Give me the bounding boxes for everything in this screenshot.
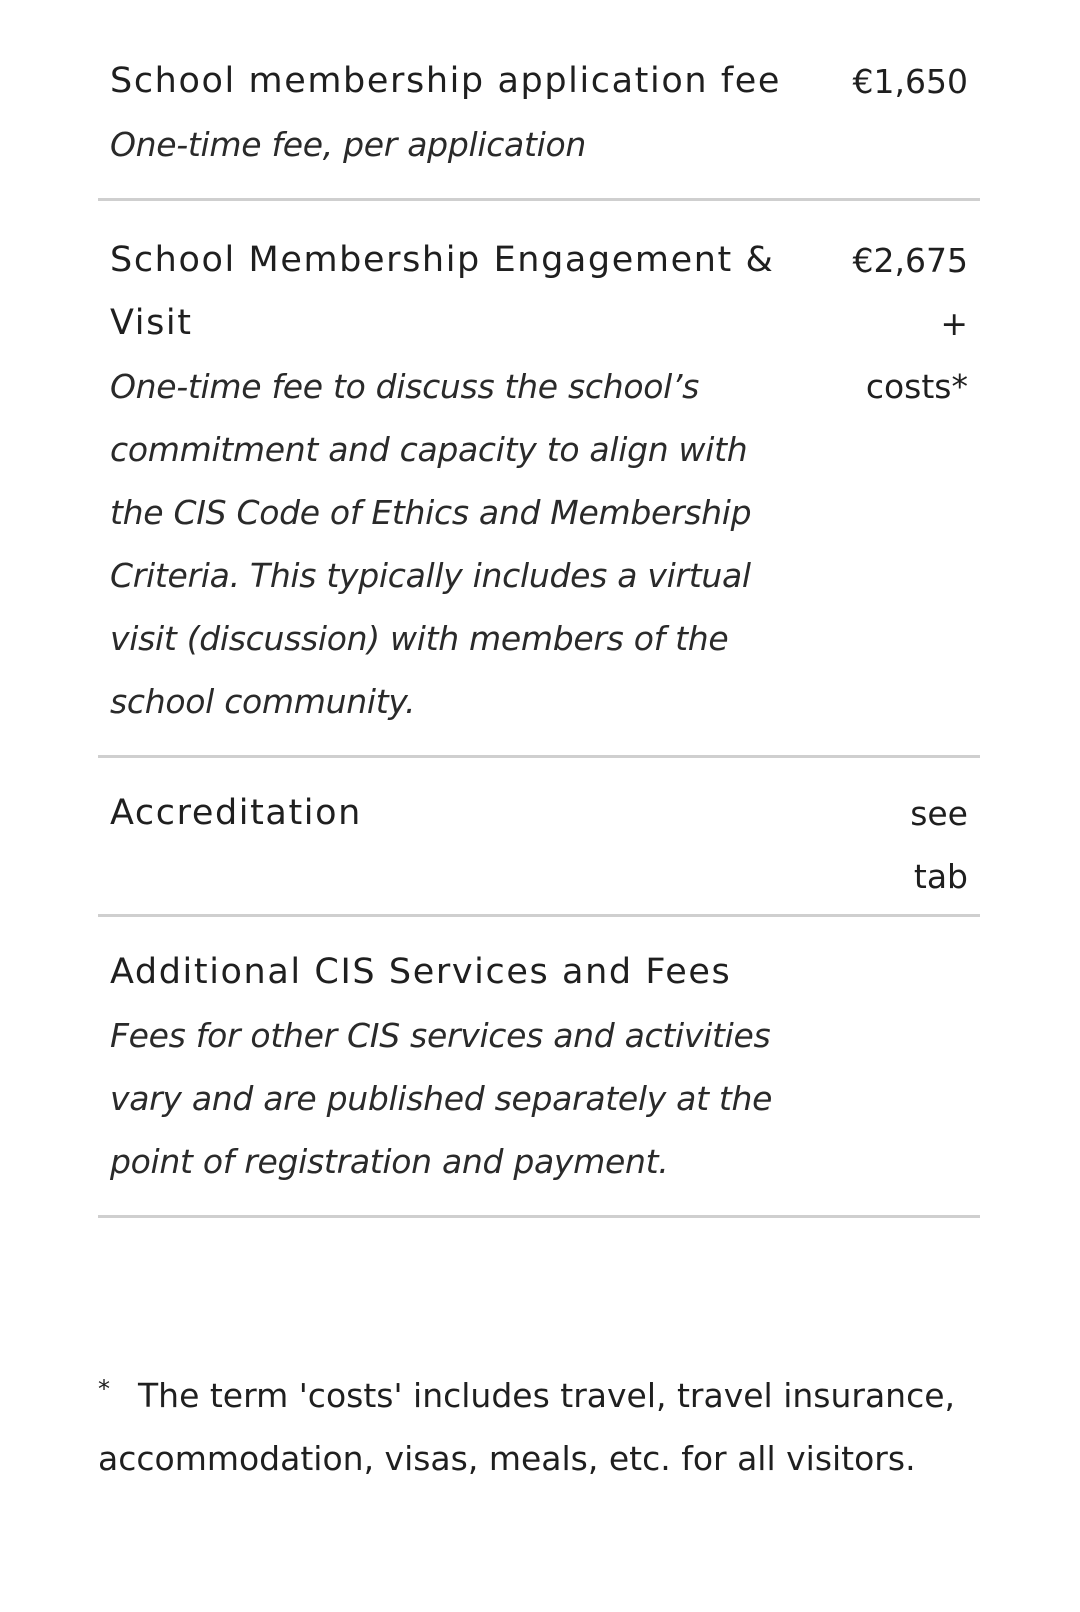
fee-row-additional-services <box>98 917 980 1218</box>
fee-price: see tab <box>910 794 968 896</box>
fee-title: School Membership Engagement & Visit <box>110 240 775 343</box>
fee-row-application <box>98 46 980 201</box>
fee-row-info <box>110 229 810 733</box>
fee-title: Additional CIS Services and Fees <box>110 952 732 992</box>
fee-row-engagement-visit <box>98 201 980 758</box>
fee-title: Accreditation <box>110 793 362 833</box>
fee-row-info <box>110 50 810 176</box>
fee-description: One-time fee to discuss the school’s commitment and capacity to align with the CIS Code of Ethics and Membership Criteria. This typically includes a virtual visit (discussion) with members of the school community. <box>110 367 752 721</box>
footnote-text: The term 'costs' includes travel, travel insurance, accommodation, visas, meals, etc. for all visitors. <box>98 1376 956 1478</box>
fee-row-info <box>110 941 810 1193</box>
footnote-marker: * <box>98 1375 110 1403</box>
fee-description: Fees for other CIS services and activities vary and are published separately at the point of registration and payment. <box>110 1016 773 1181</box>
fee-row-info <box>110 782 810 845</box>
fee-table <box>98 46 980 1218</box>
fee-description: One-time fee, per application <box>110 125 586 164</box>
footnote <box>98 1364 958 1490</box>
fee-row-accreditation <box>98 758 980 917</box>
fee-price: €1,650 <box>852 62 968 101</box>
fee-price: €2,675 + costs* <box>852 241 968 406</box>
fee-title: School membership application fee <box>110 61 782 101</box>
